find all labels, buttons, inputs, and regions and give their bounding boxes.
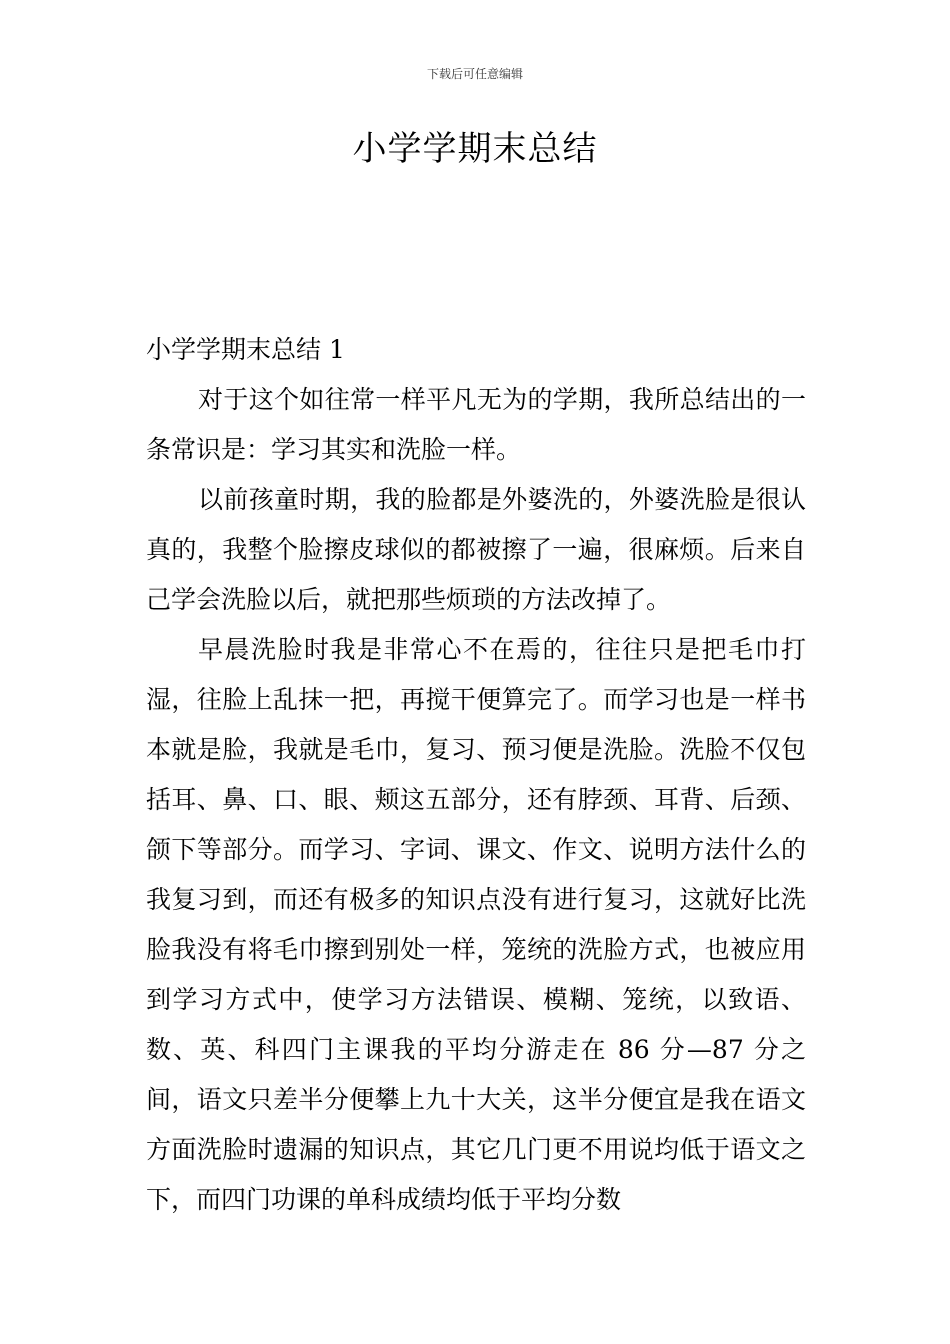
- paragraph-2: 以前孩童时期，我的脸都是外婆洗的，外婆洗脸是很认真的，我整个脸擦皮球似的都被擦了一遍，很麻烦。后来自己学会洗脸以后，就把那些烦琐的方法改掉了。: [146, 485, 806, 614]
- section-heading: 小学学期末总结 1: [146, 335, 345, 364]
- header-note: 下载后可任意编辑: [426, 67, 523, 81]
- paragraph-1: 对于这个如往常一样平凡无为的学期，我所总结出的一条常识是：学习其实和洗脸一样。: [146, 385, 806, 464]
- document-title: 小学学期末总结: [352, 129, 598, 169]
- paragraph-3: 早晨洗脸时我是非常心不在焉的，往往只是把毛巾打湿，往脸上乱抹一把，再搅干便算完了。而学习也是一样书本就是脸，我就是毛巾，复习、预习便是洗脸。洗脸不仅包括耳、鼻、口、眼、颊这五部分，还有脖颈、耳背、后颈、颌下等部分。而学习、字词、课文、作文、说明方法什么的我复习到，而还有极多的知识点没有进行复习，这就好比洗脸我没有将毛巾擦到别处一样，笼统的洗脸方式，也被应用到学习方式中，使学习方法错误、模糊、笼统，以致语、数、英、科四门主课我的平均分游走在 86 分—87 分之间，语文只差半分便攀上九十大关，这半分便宜是我在语文方面洗脸时遗漏的知识点，其它几门更不用说均低于语文之下，而四门功课的单科成绩均低于平均分数: [146, 635, 806, 1214]
- document-body: [146, 325, 806, 1225]
